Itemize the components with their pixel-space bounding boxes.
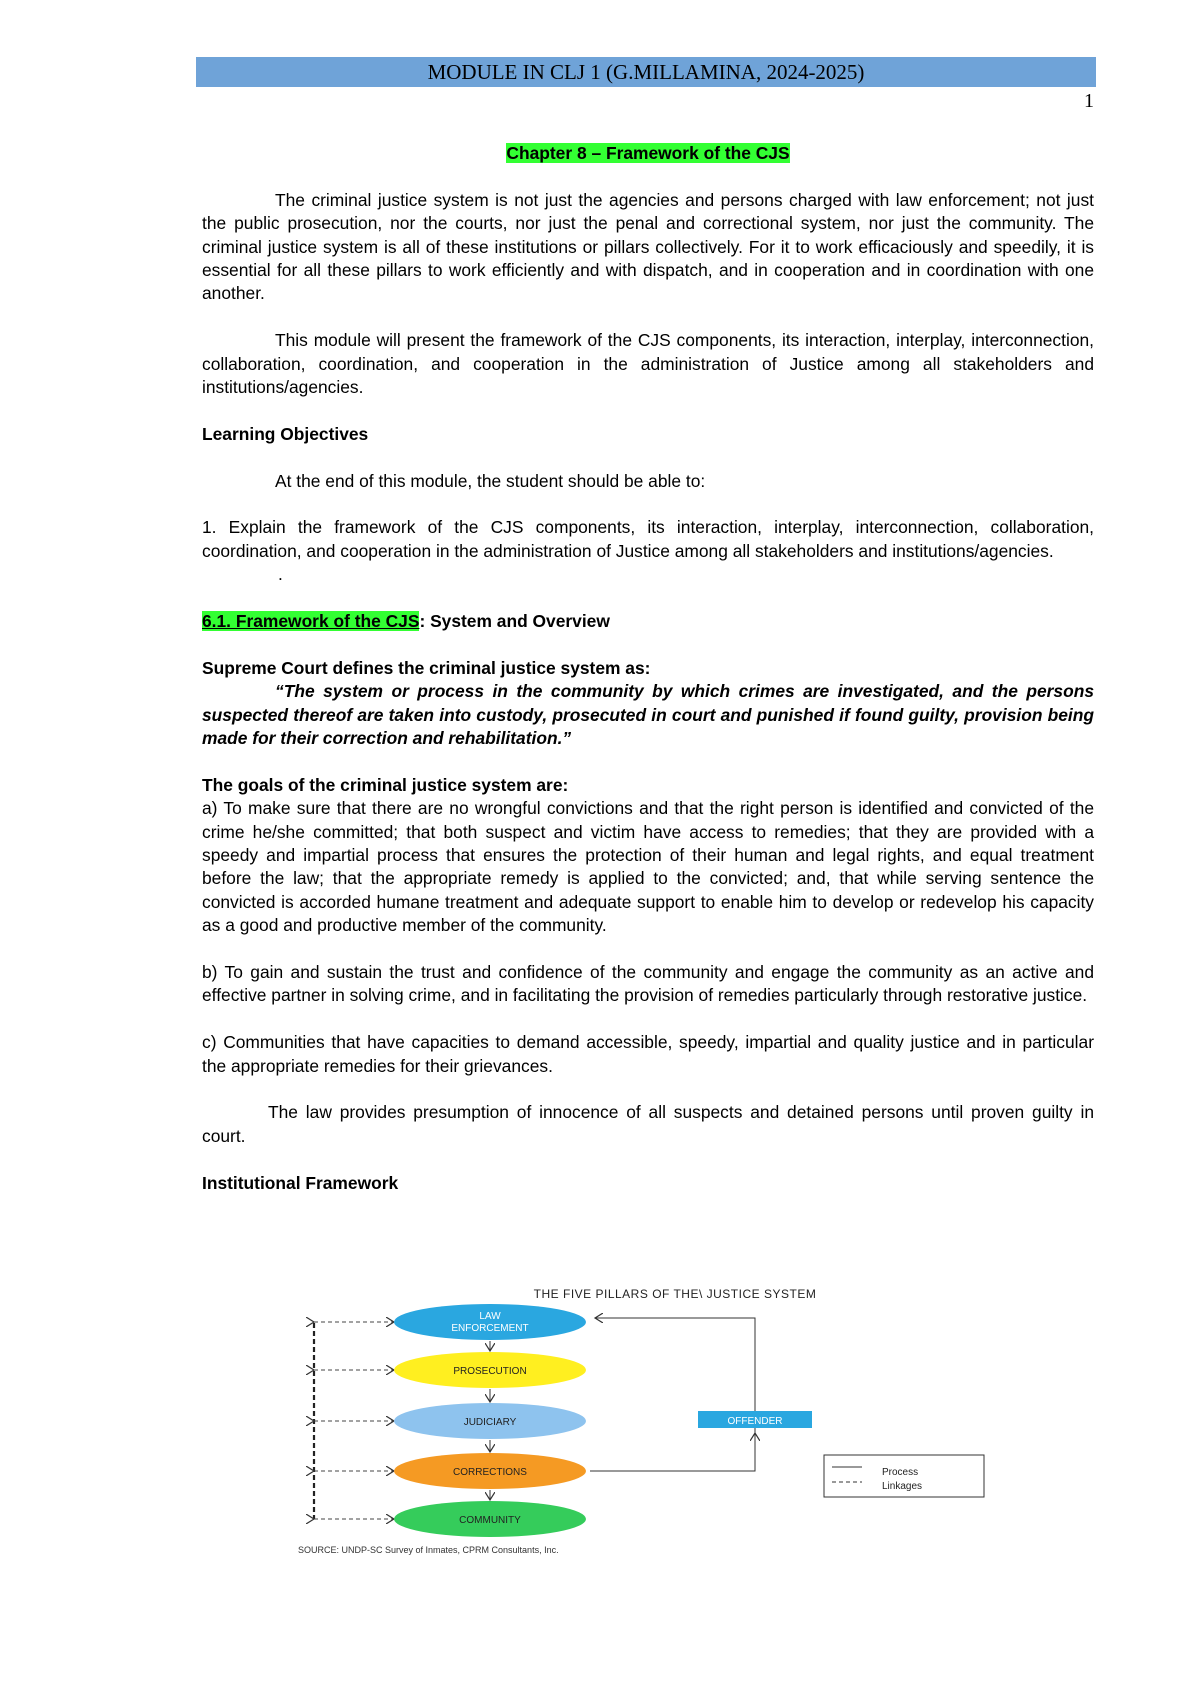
goal-b: b) To gain and sustain the trust and confidence of the community and engage the community as an active and effective partner in solving crime, and in facilitating the provision of remedies particularly through restorative justice. <box>202 962 1094 1006</box>
diagram-title: THE FIVE PILLARS OF THE\ JUSTICE SYSTEM <box>533 1287 817 1301</box>
chapter-title-line <box>202 142 1094 165</box>
pillar-label-corrections: CORRECTIONS <box>453 1467 527 1478</box>
document-body <box>202 142 1094 1218</box>
section-number-title: 6.1. Framework of the CJS <box>202 611 420 632</box>
module-title: MODULE IN CLJ 1 (G.MILLAMINA, 2024-2025) <box>427 60 865 84</box>
supreme-court-quote: “The system or process in the community by which crimes are investigated, and the persons suspected thereof are taken into custody, prosecuted in court and punished if found guilty, provision being made for their correction and rehabilitation.” <box>202 681 1094 749</box>
five-pillars-diagram <box>290 1283 990 1558</box>
section-heading <box>202 610 1094 633</box>
module-header <box>196 57 1096 87</box>
legend-process-label: Process <box>882 1467 919 1478</box>
pillar-label-law-line1: LAW <box>479 1311 501 1322</box>
pillar-label-judiciary: JUDICIARY <box>463 1417 517 1428</box>
goal-a: a) To make sure that there are no wrongful convictions and that the right person is identified and convicted of the crime he/she committed; that both suspect and victim have access to remedies; that they are provided with a speedy and impartial process that ensures the protection of their human and legal rights, and equal treatment before the law; that the appropriate remedy is applied to the convicted; and, that while serving sentence the convicted is accorded humane treatment and adequate support to enable him to develop or redevelop his capacity as a good and productive member of the community. <box>202 798 1094 936</box>
presumption-paragraph: The law provides presumption of innocence of all suspects and detained persons until proven guilty in court. <box>202 1102 1094 1146</box>
pillar-label-prosecution: PROSECUTION <box>453 1366 527 1377</box>
goals-heading: The goals of the criminal justice system are: <box>202 774 569 795</box>
diagram-source: SOURCE: UNDP-SC Survey of Inmates, CPRM Consultants, Inc. <box>298 1545 559 1555</box>
supreme-court-heading: Supreme Court defines the criminal justice system as: <box>202 657 651 678</box>
pillar-law-enforcement <box>394 1304 586 1340</box>
institutional-framework-heading: Institutional Framework <box>202 1172 399 1193</box>
learning-objective-1: 1. Explain the framework of the CJS components, its interaction, interplay, interconnection, collaboration, coordination, and cooperation in the administration of Justice among all stakeholders and institutions/agencies. <box>202 517 1094 561</box>
offender-label: OFFENDER <box>727 1416 783 1427</box>
corrections-to-offender-line <box>590 1433 755 1471</box>
page-number: 1 <box>1084 90 1094 112</box>
separator-dot: . <box>278 564 283 585</box>
pillar-label-law-line2: ENFORCEMENT <box>451 1323 529 1334</box>
learning-objectives-heading: Learning Objectives <box>202 423 369 444</box>
learning-objectives-lead: At the end of this module, the student should be able to: <box>275 470 706 491</box>
separator-dot-line <box>202 563 1094 586</box>
chapter-title: Chapter 8 – Framework of the CJS <box>506 143 790 163</box>
intro-paragraph-1: The criminal justice system is not just the agencies and persons charged with law enforcement; not just the public prosecution, nor the courts, nor just the penal and correctional system, nor just the community. The criminal justice system is all of these institutions or pillars collectively. For it to work efficaciously and speedily, it is essential for all these pillars to work efficiently and with dispatch, and in cooperation and in coordination with one another. <box>202 189 1094 304</box>
legend-linkages-label: Linkages <box>882 1481 923 1492</box>
goal-c: c) Communities that have capacities to demand accessible, speedy, impartial and quality justice and in particular the appropriate remedies for their grievances. <box>202 1032 1094 1076</box>
section-subtitle: : System and Overview <box>419 611 610 632</box>
five-pillars-svg <box>290 1283 990 1558</box>
intro-paragraph-2: This module will present the framework of the CJS components, its interaction, interplay, interconnection, collaboration, coordination, and cooperation in the administration of Justice among all stakeholders and institutions/agencies. <box>202 330 1094 398</box>
pillar-label-community: COMMUNITY <box>459 1515 521 1526</box>
